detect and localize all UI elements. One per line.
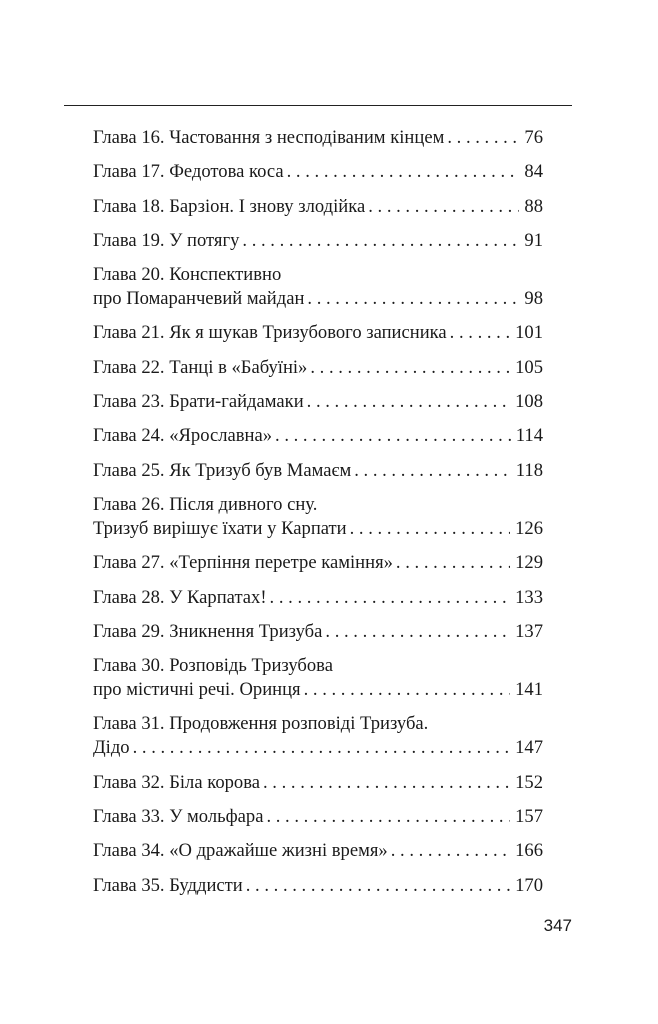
- toc-entry-final-line: [93, 321, 543, 345]
- toc-entry-final-line: [93, 356, 543, 380]
- toc-entry-title: Дідо: [93, 737, 130, 759]
- dot-leader: [287, 160, 520, 184]
- toc-entry-title: Глава 19. У потягу: [93, 229, 240, 251]
- toc-entry: [93, 874, 543, 898]
- toc-entry-final-line: [93, 620, 543, 644]
- toc-entry-final-line: [93, 459, 543, 483]
- dot-leader: [391, 839, 510, 863]
- toc-entry-title: Глава 35. Буддисти: [93, 874, 243, 896]
- toc-entry: [93, 654, 543, 702]
- toc-entry: [93, 321, 543, 345]
- dot-leader: [242, 229, 519, 253]
- toc-entry: [93, 586, 543, 610]
- dot-leader: [263, 771, 510, 795]
- toc-entry-page-number: 98: [524, 288, 543, 310]
- toc-entry-title-line: Глава 26. Після дивного сну.: [93, 493, 318, 515]
- toc-entry: [93, 195, 543, 219]
- toc-entry-final-line: [93, 678, 543, 702]
- dot-leader: [307, 390, 510, 414]
- dot-leader: [447, 126, 519, 150]
- toc-entry-final-line: [93, 160, 543, 184]
- toc-entry-title: Глава 23. Брати-гайдамаки: [93, 391, 304, 413]
- dot-leader: [354, 459, 511, 483]
- toc-entry-title: Глава 17. Федотова коса: [93, 161, 284, 183]
- toc-entry-title: Глава 34. «О дражайше жизні время»: [93, 840, 388, 862]
- toc-entry: [93, 712, 543, 760]
- toc-entry-page-number: 133: [515, 586, 543, 608]
- dot-leader: [310, 356, 510, 380]
- toc-entry-title: Глава 29. Зникнення Тризуба: [93, 620, 323, 642]
- toc-entry: [93, 390, 543, 414]
- toc-entry-final-line: [93, 517, 543, 541]
- dot-leader: [396, 551, 510, 575]
- toc-entry-final-line: [93, 805, 543, 829]
- toc-entry: [93, 839, 543, 863]
- toc-entry-title: Глава 16. Частовання з несподіваним кінцем: [93, 127, 445, 148]
- toc-entry-title: про містичні речі. Оринця: [93, 679, 301, 701]
- toc-entry: [93, 424, 543, 448]
- toc-entry: [93, 551, 543, 575]
- toc-entry-final-line: [93, 839, 543, 863]
- toc-entry-title-line: Глава 30. Розповідь Тризубова: [93, 655, 333, 677]
- toc-entry-title: Глава 32. Біла корова: [93, 771, 260, 793]
- toc-entry-page-number: 147: [515, 737, 543, 759]
- toc-entry-title: про Помаранчевий майдан: [93, 288, 305, 310]
- toc-entry-title: Глава 27. «Терпіння перетре каміння»: [93, 552, 393, 574]
- dot-leader: [350, 517, 510, 541]
- toc-entry: [93, 126, 543, 150]
- table-of-contents: [93, 126, 543, 908]
- dot-leader: [368, 195, 519, 219]
- toc-entry-final-line: [93, 424, 543, 448]
- dot-leader: [325, 620, 510, 644]
- dot-leader: [246, 874, 510, 898]
- toc-entry-page-number: 91: [524, 229, 543, 251]
- toc-entry-page-number: 118: [515, 459, 543, 481]
- dot-leader: [270, 586, 511, 610]
- page-number: 347: [543, 916, 572, 935]
- toc-entry-title: Глава 25. Як Тризуб був Мамаєм: [93, 459, 352, 481]
- toc-entry-title: Глава 22. Танці в «Бабуїні»: [93, 356, 308, 378]
- toc-entry-title: Глава 33. У мольфара: [93, 806, 264, 828]
- toc-entry-final-line: [93, 771, 543, 795]
- toc-entry-page-number: 76: [524, 127, 543, 148]
- toc-entry-page-number: 108: [515, 391, 543, 413]
- toc-entry-title: Глава 21. Як я шукав Тризубового записника: [93, 322, 447, 344]
- toc-entry-page-number: 126: [515, 517, 543, 539]
- toc-entry-page-number: 157: [515, 806, 543, 828]
- toc-entry: [93, 160, 543, 184]
- toc-entry-title: Глава 28. У Карпатах!: [93, 586, 267, 608]
- toc-entry-page-number: 129: [515, 552, 543, 574]
- toc-entry-title: Глава 24. «Ярославна»: [93, 425, 273, 447]
- dot-leader: [133, 736, 511, 760]
- toc-entry-final-line: [93, 195, 543, 219]
- toc-entry-final-line: [93, 874, 543, 898]
- toc-entry-page-number: 152: [515, 771, 543, 793]
- toc-entry: [93, 771, 543, 795]
- toc-entry-page-number: 88: [524, 195, 543, 217]
- toc-entry-page-number: 84: [524, 161, 543, 183]
- toc-entry-page-number: 137: [515, 620, 543, 642]
- toc-entry-final-line: [93, 586, 543, 610]
- dot-leader: [266, 805, 510, 829]
- toc-entry-final-line: [93, 551, 543, 575]
- toc-entry-page-number: 105: [515, 356, 543, 378]
- toc-entry-page-number: 114: [515, 425, 543, 447]
- toc-entry-title-line: Глава 31. Продовження розповіді Тризуба.: [93, 713, 429, 735]
- toc-entry: [93, 805, 543, 829]
- toc-entry-page-number: 101: [515, 322, 543, 344]
- toc-entry-title: Тризуб вирішує їхати у Карпати: [93, 517, 347, 539]
- dot-leader: [304, 678, 511, 702]
- toc-entry: [93, 620, 543, 644]
- toc-entry-page-number: 170: [515, 874, 543, 896]
- toc-entry: [93, 263, 543, 311]
- toc-entry-page-number: 166: [515, 840, 543, 862]
- top-rule: [64, 105, 572, 106]
- toc-entry: [93, 459, 543, 483]
- toc-entry-final-line: [93, 287, 543, 311]
- toc-entry-page-number: 141: [515, 679, 543, 701]
- dot-leader: [450, 321, 510, 345]
- toc-entry-title: Глава 18. Барзіон. І знову злодійка: [93, 195, 366, 217]
- toc-entry: [93, 229, 543, 253]
- toc-entry-title-line: Глава 20. Конспективно: [93, 264, 282, 286]
- toc-entry-final-line: [93, 390, 543, 414]
- toc-entry: [93, 356, 543, 380]
- toc-entry-final-line: [93, 126, 543, 150]
- toc-entry-final-line: [93, 736, 543, 760]
- toc-entry-final-line: [93, 229, 543, 253]
- toc-entry: [93, 493, 543, 541]
- dot-leader: [307, 287, 519, 311]
- dot-leader: [275, 424, 511, 448]
